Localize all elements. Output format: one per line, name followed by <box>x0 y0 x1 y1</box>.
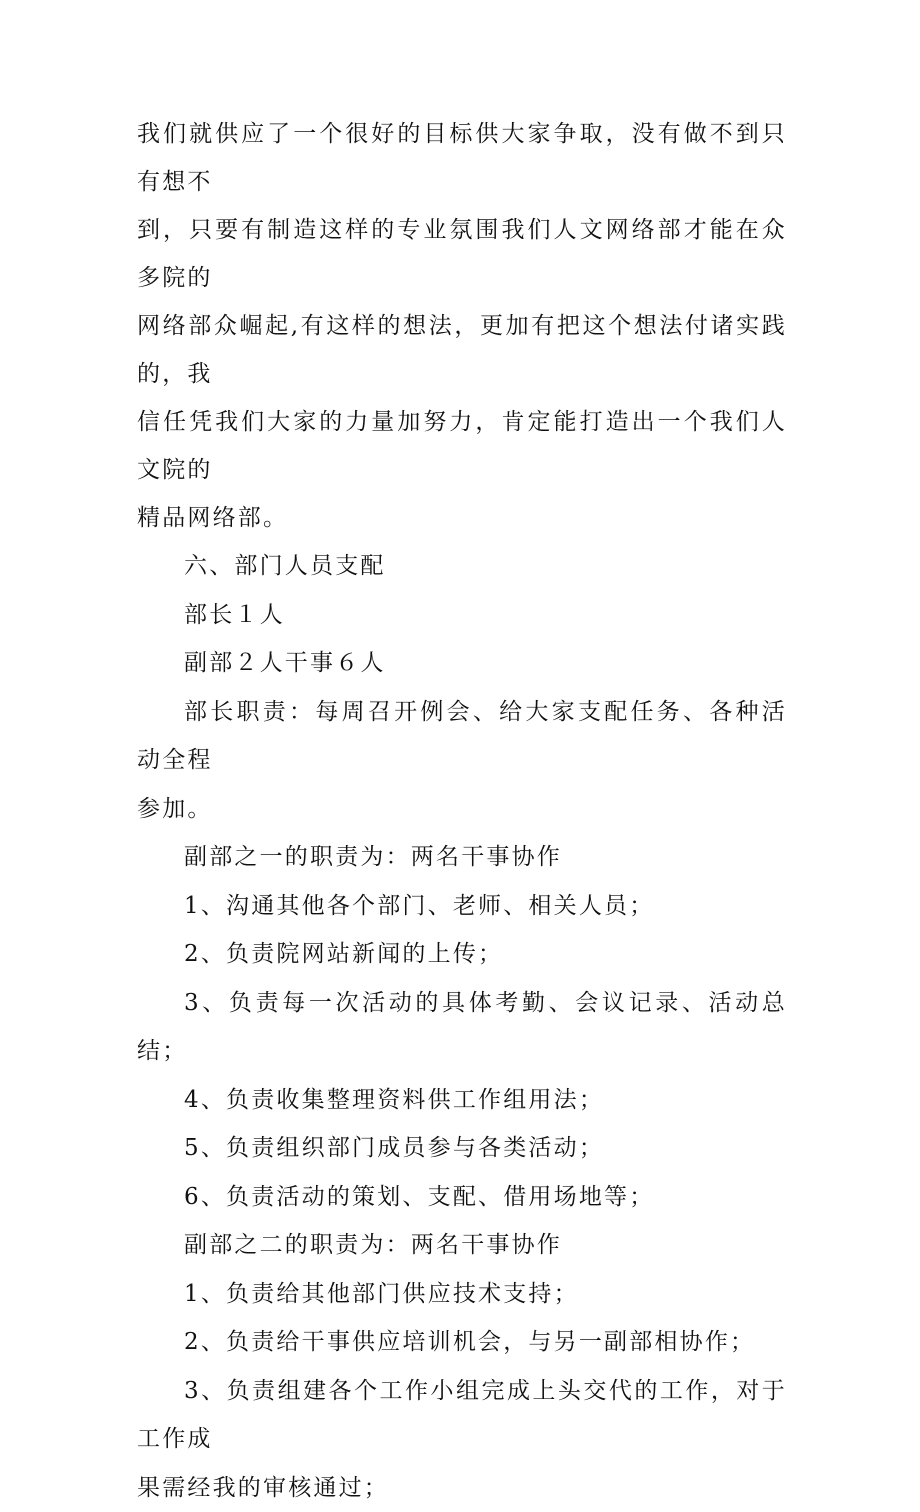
list-item: 1、沟通其他各个部门、老师、相关人员； <box>137 882 787 931</box>
minister-duty-line: 部长职责：每周召开例会、给大家支配任务、各种活动全程 <box>137 688 787 785</box>
document-page <box>137 110 787 1512</box>
list-item: 5、负责组织部门成员参与各类活动； <box>137 1124 787 1173</box>
minister-duty-paragraph <box>137 688 787 834</box>
minister-duty-line: 参加。 <box>137 785 787 834</box>
intro-paragraph <box>137 110 787 542</box>
staff-line: 部长１人 <box>137 591 787 640</box>
intro-line: 精品网络部。 <box>137 494 787 542</box>
list-item: 6、负责活动的策划、支配、借用场地等； <box>137 1173 787 1222</box>
deputy2-item3-paragraph <box>137 1367 787 1512</box>
section-title: 六、部门人员支配 <box>137 542 787 591</box>
intro-line: 信任凭我们大家的力量加努力，肯定能打造出一个我们人文院的 <box>137 398 787 494</box>
list-item-line: 果需经我的审核通过； <box>137 1464 787 1512</box>
list-item: 4、负责收集整理资料供工作组用法； <box>137 1076 787 1125</box>
staff-line: 副部２人干事６人 <box>137 639 787 688</box>
deputy2-title: 副部之二的职责为：两名干事协作 <box>137 1221 787 1270</box>
list-item: 2、负责给干事供应培训机会，与另一副部相协作； <box>137 1318 787 1367</box>
intro-line: 到，只要有制造这样的专业氛围我们人文网络部才能在众多院的 <box>137 206 787 302</box>
intro-line: 我们就供应了一个很好的目标供大家争取，没有做不到只有想不 <box>137 110 787 206</box>
intro-line: 网络部众崛起,有这样的想法，更加有把这个想法付诸实践的，我 <box>137 302 787 398</box>
list-item: 3、负责每一次活动的具体考勤、会议记录、活动总结； <box>137 979 787 1076</box>
deputy1-title: 副部之一的职责为：两名干事协作 <box>137 833 787 882</box>
list-item: 2、负责院网站新闻的上传； <box>137 930 787 979</box>
list-item: 1、负责给其他部门供应技术支持； <box>137 1270 787 1319</box>
list-item-line: 3、负责组建各个工作小组完成上头交代的工作，对于工作成 <box>137 1367 787 1464</box>
